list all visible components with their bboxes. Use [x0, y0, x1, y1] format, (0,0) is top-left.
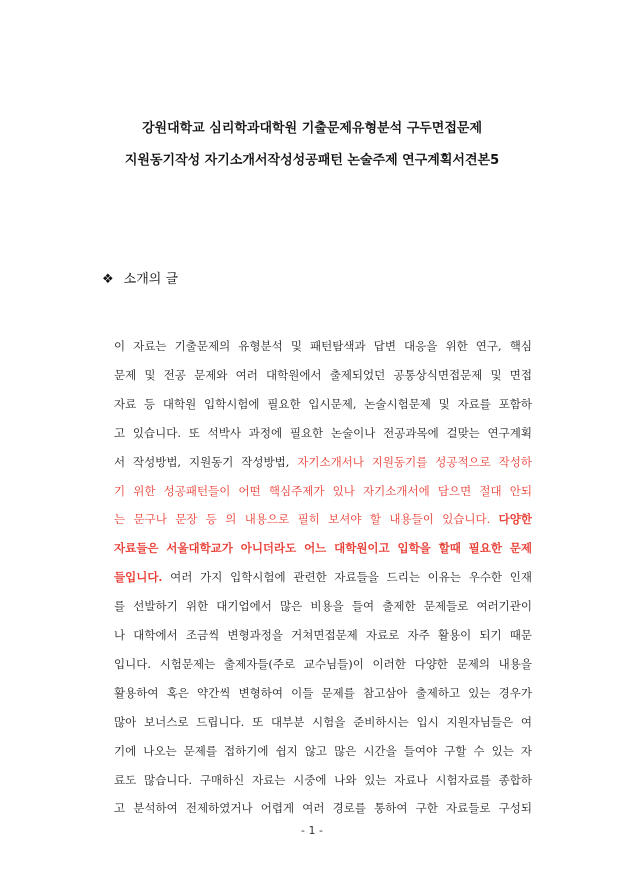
body-text-segment: 문제 및 전공 문제와 여러 대학원에서 출제되었던 공통상식면접문제 및 면접: [114, 367, 532, 382]
body-line: [114, 798, 532, 818]
body-text-segment: 나 대학에서 조금씩 변형과정을 거쳐면접문제 자료로 자주 활용이 되기 때문: [114, 628, 532, 642]
body-line: [114, 567, 532, 587]
diamond-bullet-icon: ❖: [102, 272, 114, 287]
body-text-segment: 기에 나오는 문제를 접하기에 쉽지 않고 많은 시간을 들여야 구할 수 있는 자: [114, 743, 532, 758]
document-title-line1: 강원대학교 심리학과대학원 기출문제유형분석 구두면접문제: [141, 121, 483, 136]
body-line: [114, 741, 532, 761]
highlighted-text: 들입니다.: [114, 570, 163, 585]
highlighted-text: 는 문구나 문장 등 의 내용으로 필히 보셔야 할 내용들이 있습니다.: [114, 512, 499, 527]
body-text-segment: 활용하여 혹은 약간씩 변형하여 이들 문제를 참고삼아 출제하고 있는 경우가: [114, 685, 532, 700]
body-line: [114, 596, 532, 616]
body-text-segment: 고 있습니다. 또 석박사 과정에 필요한 논술이나 전공과목에 걸맞는 연구계획: [114, 425, 532, 440]
body-line: [114, 394, 532, 414]
body-text-segment: 를 선발하기 위한 대기업에서 많은 비용을 들여 출제한 문제들로 여러기관이: [114, 599, 532, 614]
body-text-segment: 료도 많습니다. 구매하신 자료는 시중에 나와 있는 자료나 시험자료를 종합하: [114, 772, 532, 787]
body-text-segment: 많아 보너스로 드립니다. 또 대부분 시험을 준비하시는 입시 지원자님들은 여: [114, 714, 532, 729]
body-line: [114, 683, 532, 703]
highlighted-text: 자료들은 서울대학교가 아니더라도 어느 대학원이고 입학을 할때 필요한 문제: [114, 541, 532, 556]
highlighted-text: 다양한: [498, 512, 532, 527]
highlighted-text: 자기소개서나 지원동기를 성공적으로 작성하: [297, 454, 532, 469]
body-line: [114, 509, 532, 529]
body-line: [114, 625, 532, 645]
body-line: [114, 452, 532, 472]
highlighted-text: 기 위한 성공패턴들이 어떤 핵심주제가 있나 자기소개서에 담으면 절대 안되: [114, 483, 532, 498]
body-line: [114, 423, 532, 443]
body-text-segment: 고 분석하여 전제하였거나 어렵게 여러 경로를 통하여 구한 자료들로 구성되: [114, 801, 532, 816]
body-text-segment: 입니다. 시험문제는 출제자들(주로 교수님들)이 이러한 다양한 문제의 내용을: [114, 656, 532, 671]
body-line: [114, 365, 532, 385]
document-title-line2: 지원동기작성 자기소개서작성성공패턴 논술주제 연구계획서견본5: [124, 153, 500, 168]
body-text-segment: 자료 등 대학원 입학시험에 필요한 입시문제, 논술시험문제 및 자료를 포함하: [114, 396, 532, 411]
body-text-segment: 이 자료는 기출문제의 유형분석 및 패턴탐색과 답변 대응을 위한 연구, 핵심: [114, 339, 532, 353]
body-line: [114, 336, 532, 356]
body-line: [114, 712, 532, 732]
section-heading-text: 소개의 글: [123, 272, 179, 287]
body-line: [114, 481, 532, 501]
section-heading: [102, 268, 178, 287]
body-line: [114, 770, 532, 790]
body-line: [114, 654, 532, 674]
body-text-segment: 여러 가지 입학시험에 관련한 자료들을 드리는 이유는 우수한 인재: [162, 570, 532, 585]
body-line: [114, 538, 532, 558]
page-number: - 1 -: [301, 824, 323, 837]
body-text-segment: 서 작성방법, 지원동기 작성방법,: [114, 454, 298, 469]
